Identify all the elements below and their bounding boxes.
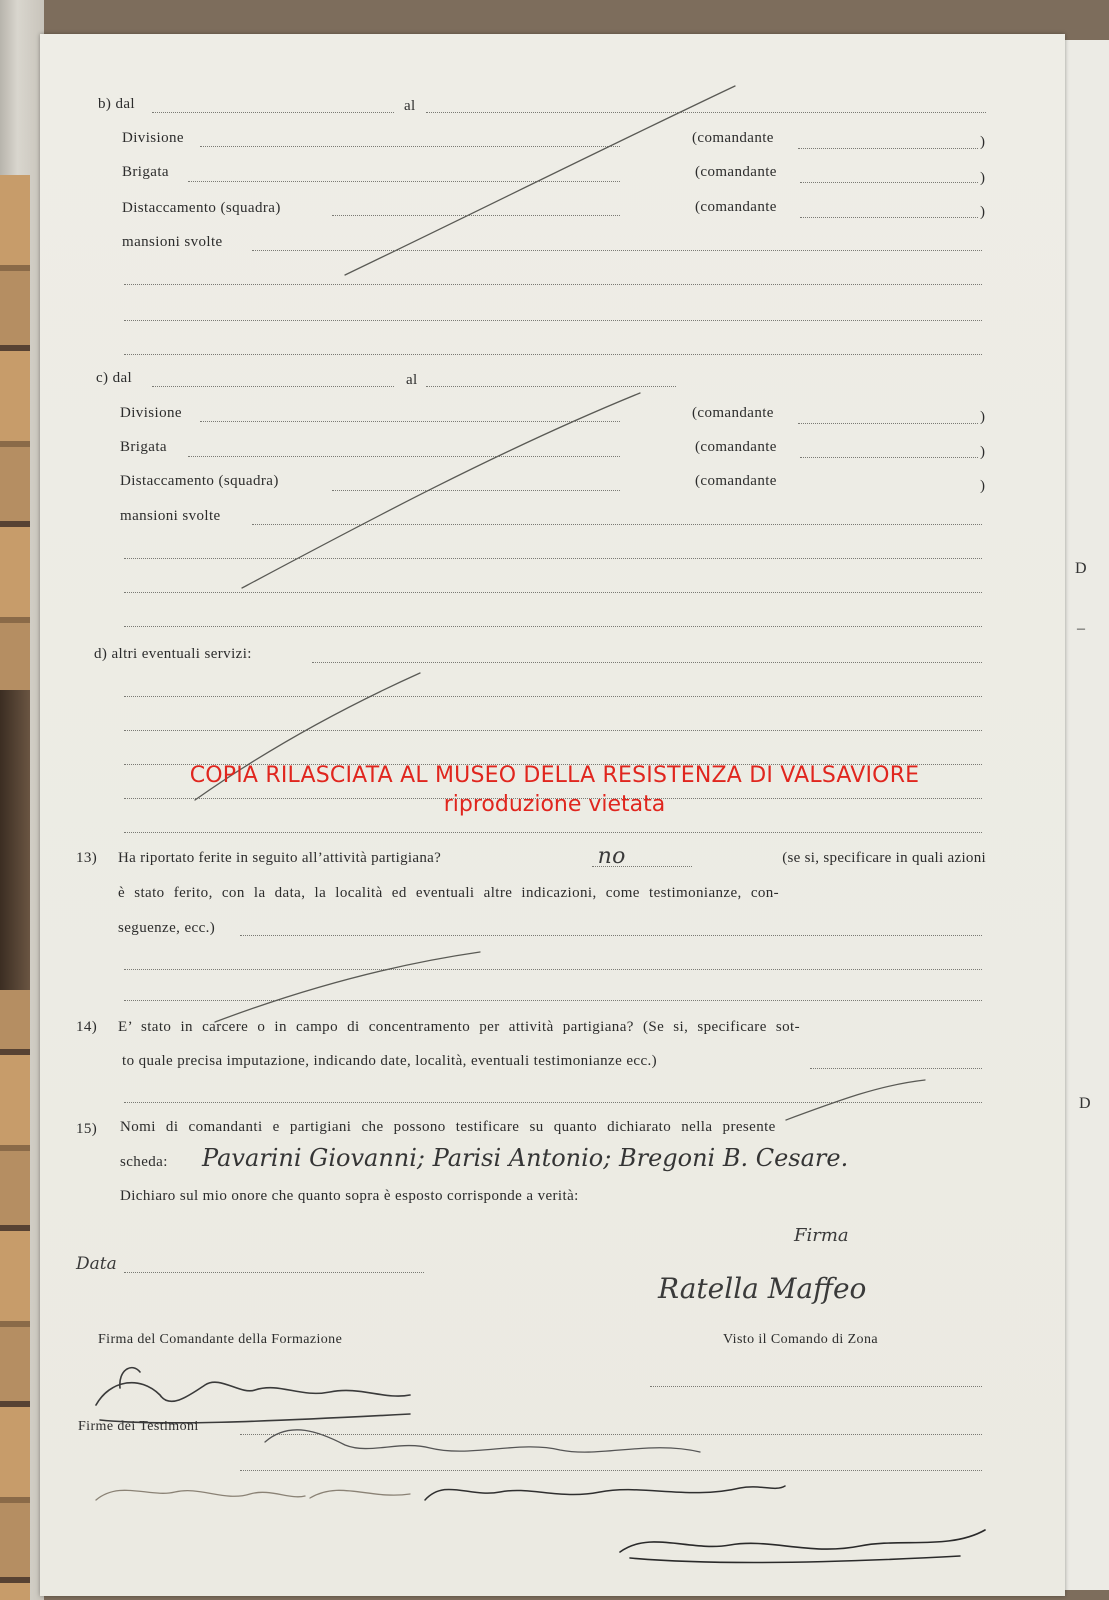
distaccamento-field bbox=[332, 490, 620, 491]
blank-line bbox=[124, 1102, 982, 1103]
divisione-field bbox=[200, 421, 620, 422]
adjacent-page-mark: D bbox=[1075, 560, 1087, 577]
blank-line bbox=[124, 730, 982, 731]
brigata-label: Brigata bbox=[122, 164, 169, 180]
al-label: al bbox=[406, 372, 418, 388]
mansioni-label: mansioni svolte bbox=[120, 508, 221, 524]
declaration: Dichiaro sul mio onore che quanto sopra è esposto corrisponde a verità: bbox=[120, 1188, 579, 1204]
dal-field bbox=[152, 112, 394, 113]
section-b-label: b) dal bbox=[98, 96, 135, 112]
watermark-line-2: riproduzione vietata bbox=[443, 792, 666, 817]
scheda-label: scheda: bbox=[120, 1154, 168, 1170]
blank-line bbox=[124, 969, 982, 970]
section-d-label: d) altri eventuali servizi: bbox=[94, 646, 252, 662]
comandante-field bbox=[800, 217, 978, 218]
mansioni-field bbox=[252, 250, 982, 251]
divisione-field bbox=[200, 146, 620, 147]
question-13-answer: no bbox=[597, 844, 626, 869]
comandante-label: (comandante bbox=[695, 199, 777, 215]
blank-line bbox=[124, 696, 982, 697]
comandante-label: (comandante bbox=[692, 405, 774, 421]
adjacent-page-mark: – bbox=[1077, 620, 1085, 637]
blank-line bbox=[810, 1068, 982, 1069]
blank-line bbox=[240, 1434, 982, 1435]
adjacent-page-mark: D bbox=[1079, 1095, 1091, 1112]
brigata-label: Brigata bbox=[120, 439, 167, 455]
blank-line bbox=[124, 320, 982, 321]
al-label: al bbox=[404, 98, 416, 114]
blank-line bbox=[240, 935, 982, 936]
close-paren: ) bbox=[980, 170, 986, 186]
question-14-number: 14) bbox=[76, 1019, 98, 1035]
servizi-field bbox=[312, 662, 982, 663]
close-paren: ) bbox=[980, 204, 986, 220]
visto-label: Visto il Comando di Zona bbox=[723, 1332, 878, 1347]
distaccamento-label: Distaccamento (squadra) bbox=[122, 200, 281, 216]
divisione-label: Divisione bbox=[120, 405, 182, 421]
signature: Ratella Maffeo bbox=[658, 1272, 867, 1305]
distaccamento-label: Distaccamento (squadra) bbox=[120, 473, 279, 489]
data-label: Data bbox=[76, 1254, 117, 1274]
firma-label: Firma bbox=[794, 1225, 849, 1246]
section-c-label: c) dal bbox=[96, 370, 133, 386]
question-13-text-cont: (se si, specificare in quali azioni bbox=[782, 850, 986, 866]
blank-line bbox=[124, 592, 982, 593]
question-15-number: 15) bbox=[76, 1121, 98, 1137]
witness-names: Pavarini Giovanni; Parisi Antonio; Bregoni B. Cesare. bbox=[202, 1144, 849, 1172]
data-field bbox=[124, 1272, 424, 1273]
close-paren: ) bbox=[980, 444, 986, 460]
question-13-line3: seguenze, ecc.) bbox=[118, 920, 216, 936]
brigata-field bbox=[188, 181, 620, 182]
blank-line bbox=[240, 1470, 982, 1471]
question-13-text: Ha riportato ferite in seguito all’attività partigiana? bbox=[118, 850, 442, 866]
brigata-field bbox=[188, 456, 620, 457]
blank-line bbox=[124, 1000, 982, 1001]
blank-line bbox=[124, 354, 982, 355]
comandante-field bbox=[798, 423, 978, 424]
comandante-label: (comandante bbox=[695, 164, 777, 180]
dal-field bbox=[152, 386, 394, 387]
watermark-line-1: COPIA RILASCIATA AL MUSEO DELLA RESISTENZA DI VALSAVIORE bbox=[189, 763, 920, 788]
question-13-line2: è stato ferito, con la data, la località ed eventuali altre indicazioni, come testimonianze, con- bbox=[118, 885, 780, 901]
close-paren: ) bbox=[980, 134, 986, 150]
firma-comandante-label: Firma del Comandante della Formazione bbox=[98, 1332, 343, 1347]
close-paren: ) bbox=[980, 478, 986, 494]
blank-line bbox=[124, 626, 982, 627]
question-14-line1: E’ stato in carcere o in campo di concentramento per attività partigiana? (Se si, specificare sot- bbox=[118, 1019, 801, 1035]
distaccamento-field bbox=[332, 215, 620, 216]
divisione-label: Divisione bbox=[122, 130, 184, 146]
blank-line bbox=[124, 832, 982, 833]
comandante-label: (comandante bbox=[695, 473, 777, 489]
binder-spine-shadow bbox=[0, 690, 30, 990]
answer-field bbox=[592, 866, 692, 867]
al-field bbox=[426, 386, 676, 387]
comandante-field bbox=[798, 148, 978, 149]
mansioni-label: mansioni svolte bbox=[122, 234, 223, 250]
blank-line bbox=[650, 1386, 982, 1387]
mansioni-field bbox=[252, 524, 982, 525]
comandante-field bbox=[800, 457, 978, 458]
comandante-field bbox=[800, 182, 978, 183]
al-field bbox=[426, 112, 986, 113]
close-paren: ) bbox=[980, 409, 986, 425]
question-13-number: 13) bbox=[76, 850, 98, 866]
firme-testimoni-label: Firme dei Testimoni bbox=[78, 1419, 199, 1434]
blank-line bbox=[124, 284, 982, 285]
question-14-line2: to quale precisa imputazione, indicando date, località, eventuali testimonianze ecc.) bbox=[122, 1053, 658, 1069]
question-15-line1: Nomi di comandanti e partigiani che possono testificare su quanto dichiarato nella presente bbox=[120, 1119, 776, 1135]
comandante-label: (comandante bbox=[695, 439, 777, 455]
comandante-label: (comandante bbox=[692, 130, 774, 146]
blank-line bbox=[124, 558, 982, 559]
